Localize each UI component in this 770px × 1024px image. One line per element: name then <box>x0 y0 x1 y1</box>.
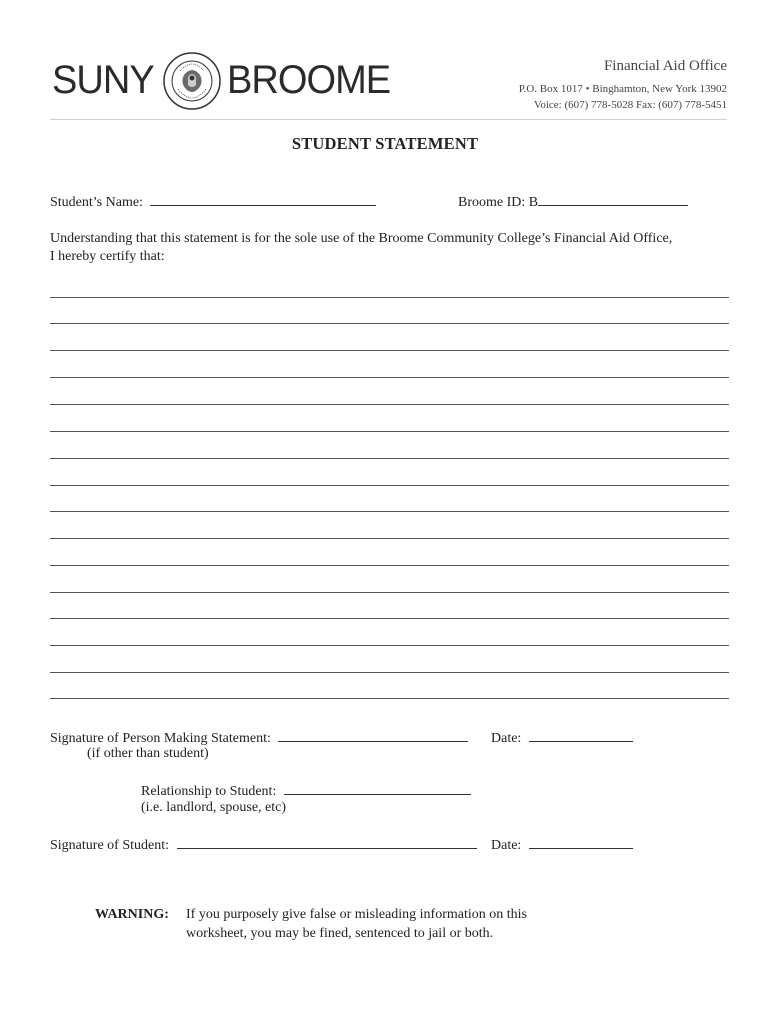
broome-id-label: Broome ID: B <box>458 195 539 210</box>
person-signature-label: Signature of Person Making Statement: <box>50 731 271 746</box>
college-seal-icon <box>162 51 222 111</box>
writing-line[interactable] <box>50 672 729 673</box>
student-name-field <box>50 193 376 211</box>
student-date-field <box>491 836 633 854</box>
writing-line[interactable] <box>50 511 729 512</box>
office-phone: Voice: (607) 778-5028 Fax: (607) 778-5451 <box>533 99 727 111</box>
writing-line[interactable] <box>50 350 729 351</box>
writing-line[interactable] <box>50 431 729 432</box>
relationship-field <box>141 782 471 800</box>
logo-broome: BROOME <box>227 58 391 102</box>
student-name-input[interactable] <box>150 193 376 206</box>
warning-label: WARNING: <box>95 907 169 922</box>
statement-line-2: I hereby certify that: <box>50 249 165 264</box>
student-signature-input[interactable] <box>177 836 477 849</box>
other-than-student-note: (if other than student) <box>87 746 209 761</box>
broome-id-field <box>458 193 688 211</box>
person-signature-input[interactable] <box>278 729 468 742</box>
student-signature-label: Signature of Student: <box>50 838 169 853</box>
logo-suny: SUNY <box>52 58 154 102</box>
page-title: STUDENT STATEMENT <box>291 134 479 153</box>
student-date-input[interactable] <box>529 836 633 849</box>
relationship-label: Relationship to Student: <box>141 784 277 799</box>
header-divider <box>50 119 727 120</box>
writing-line[interactable] <box>50 297 729 298</box>
relationship-input[interactable] <box>284 782 471 795</box>
statement-paragraph <box>50 230 740 266</box>
person-signature-field <box>50 729 468 747</box>
broome-id-input[interactable] <box>538 193 688 206</box>
student-signature-field <box>50 836 477 854</box>
student-date-label: Date: <box>491 838 522 853</box>
student-name-label: Student’s Name: <box>50 195 143 210</box>
writing-line[interactable] <box>50 377 729 378</box>
warning-block <box>95 905 527 943</box>
writing-line[interactable] <box>50 592 729 593</box>
office-name: Financial Aid Office <box>603 58 727 74</box>
writing-line[interactable] <box>50 565 729 566</box>
warning-line-1: If you purposely give false or misleading information on this <box>186 907 527 922</box>
writing-line[interactable] <box>50 698 729 699</box>
writing-line[interactable] <box>50 404 729 405</box>
warning-line-2: worksheet, you may be fined, sentenced to jail or both. <box>186 926 494 941</box>
writing-line[interactable] <box>50 645 729 646</box>
statement-line-1: Understanding that this statement is for the sole use of the Broome Community College’s Financial Aid Office, <box>50 231 673 246</box>
writing-line[interactable] <box>50 458 729 459</box>
writing-line[interactable] <box>50 485 729 486</box>
writing-line[interactable] <box>50 618 729 619</box>
person-date-input[interactable] <box>529 729 633 742</box>
relationship-example: (i.e. landlord, spouse, etc) <box>141 800 287 815</box>
writing-line[interactable] <box>50 538 729 539</box>
person-date-label: Date: <box>491 731 522 746</box>
writing-line[interactable] <box>50 323 729 324</box>
person-date-field <box>491 729 633 747</box>
office-address: P.O. Box 1017 • Binghamton, New York 13902 <box>518 83 727 95</box>
